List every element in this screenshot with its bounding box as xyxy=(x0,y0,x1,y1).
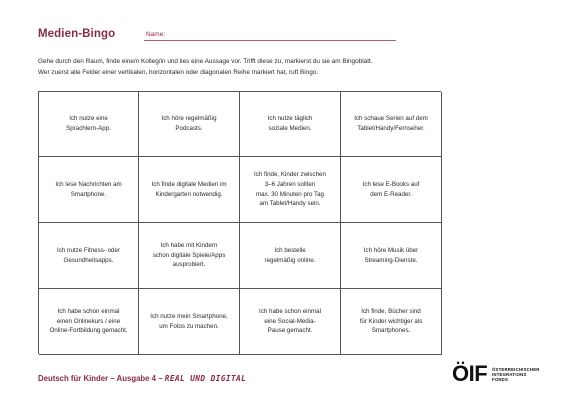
bingo-cell[interactable]: Ich nutze täglich soziale Medien. xyxy=(240,92,341,157)
footer-publication: Deutsch für Kinder xyxy=(38,374,109,383)
bingo-cell[interactable]: Ich nutze mein Smartphone, um Fotos zu machen. xyxy=(139,289,240,355)
logo-text xyxy=(492,367,540,382)
bingo-cell[interactable]: Ich lese E-Books auf dem E-Reader. xyxy=(341,157,442,223)
name-field-line[interactable] xyxy=(144,40,396,41)
footer-issue: Ausgabe 4 xyxy=(116,374,157,383)
bingo-cell[interactable]: Ich habe schon einmal einen Onlinekurs / eine Online-Fortbildung gemacht. xyxy=(39,289,139,355)
bingo-cell[interactable]: Ich bestelle regelmäßig online. xyxy=(240,223,341,289)
bingo-cell[interactable]: Ich habe mit Kindern schon digitale Spiele/Apps ausprobiert. xyxy=(139,223,240,289)
logo-text-line: FONDS xyxy=(492,377,509,382)
bingo-grid xyxy=(38,91,441,354)
logo-mark: ÖIF xyxy=(452,361,488,386)
instructions xyxy=(38,57,538,78)
footer xyxy=(38,374,246,383)
footer-separator: – xyxy=(158,374,163,383)
footer-series: REAL UND DIGITAL xyxy=(164,374,247,383)
bingo-cell[interactable]: Ich höre Musik über Streaming-Dienste. xyxy=(341,223,442,289)
bingo-cell[interactable]: Ich lese Nachrichten am Smartphone. xyxy=(39,157,139,223)
logo-text-line: INTEGRATIONS xyxy=(492,372,527,377)
instruction-line-2: Wer zuerst alle Felder einer vertikalen, horizontalen oder diagonalen Reihe markiert hat, ruft Bingo. xyxy=(38,68,319,76)
bingo-cell[interactable]: Ich habe schon einmal eine Social-Media- Pause gemacht. xyxy=(240,289,341,355)
instruction-line-1: Gehe durch den Raum, finde eine/n Kolleg/in und lies eine Aussage vor. Trifft diese zu, markierst du sie am Bingoblatt. xyxy=(38,58,373,65)
bingo-cell[interactable]: Ich schaue Serien auf dem Tablet/Handy/Fernseher. xyxy=(341,92,442,157)
bingo-cell[interactable]: Ich finde digitale Medien im Kindergarten notwendig. xyxy=(139,157,240,223)
page-title: Medien-Bingo xyxy=(38,28,116,40)
logo-text-line: ÖSTERREICHISCHER xyxy=(492,367,540,372)
bingo-cell[interactable]: Ich nutze eine Sprachlern-App. xyxy=(39,92,139,157)
bingo-cell[interactable]: Ich nutze Fitness- oder Gesundheitsapps. xyxy=(39,223,139,289)
name-label: Name: xyxy=(146,31,166,38)
oif-logo xyxy=(452,361,542,387)
bingo-cell[interactable]: Ich finde, Bücher sind für Kinder wichtiger als Smartphones. xyxy=(341,289,442,355)
bingo-cell[interactable]: Ich höre regelmäßig Podcasts. xyxy=(139,92,240,157)
footer-separator: – xyxy=(110,374,115,383)
bingo-cell[interactable]: Ich finde, Kinder zwischen 3–6 Jahren sollten max. 30 Minuten pro Tag am Tablet/Handy sein. xyxy=(240,157,341,223)
